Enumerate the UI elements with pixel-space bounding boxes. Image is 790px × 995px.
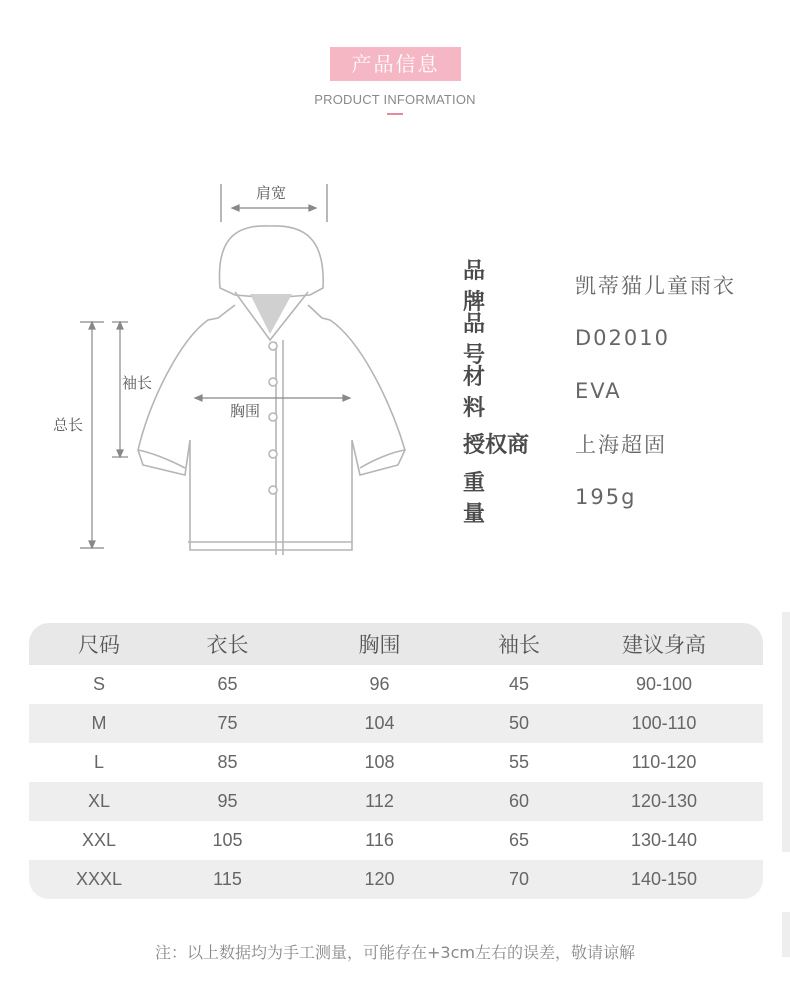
chest-label: 胸围 <box>230 402 261 420</box>
raincoat-diagram <box>40 170 430 570</box>
title-underline <box>387 113 403 115</box>
table-cell: 110-120 <box>631 752 697 772</box>
info-row-licensor <box>463 417 783 470</box>
table-cell: 96 <box>369 674 390 694</box>
table-cell: S <box>92 674 105 694</box>
info-label: 重量 <box>463 470 514 527</box>
size-table <box>29 623 763 899</box>
table-cell: 50 <box>508 713 530 733</box>
table-cell: 108 <box>364 752 395 772</box>
info-value: EVA <box>575 378 622 403</box>
table-row <box>29 860 763 899</box>
table-cell: 120-130 <box>630 791 698 811</box>
table-cell: L <box>93 752 104 772</box>
table-cell: 55 <box>508 752 530 772</box>
table-cell: 130-140 <box>630 830 698 850</box>
table-row <box>29 665 763 704</box>
table-cell: 45 <box>508 674 530 694</box>
table-cell: 100-110 <box>631 713 697 733</box>
table-cell: M <box>91 713 107 733</box>
info-value: 195g <box>575 484 637 509</box>
table-header-cell: 袖长 <box>498 633 540 657</box>
table-cell: 65 <box>508 830 530 850</box>
info-row-item-no <box>463 311 783 368</box>
info-row-brand <box>463 258 783 315</box>
product-info-list <box>463 258 783 527</box>
section-subtitle: PRODUCT INFORMATION <box>314 92 476 107</box>
table-header-cell: 尺码 <box>78 633 120 657</box>
sleeve-label: 袖长 <box>122 374 153 392</box>
total-length-label: 总长 <box>53 416 84 434</box>
table-cell: 75 <box>217 713 238 733</box>
table-cell: 90-100 <box>635 674 693 694</box>
edge-decoration <box>782 612 790 852</box>
table-cell: 65 <box>217 674 238 694</box>
info-label: 授权商 <box>463 433 530 458</box>
info-label: 品牌 <box>463 258 514 315</box>
info-value: 凯蒂猫儿童雨衣 <box>575 273 736 298</box>
info-row-weight <box>463 470 783 527</box>
table-cell: 70 <box>508 869 530 889</box>
table-cell: XXL <box>81 830 117 850</box>
table-header-cell: 衣长 <box>206 633 249 657</box>
table-cell: 105 <box>212 830 243 850</box>
table-cell: XXXL <box>75 869 123 889</box>
edge-decoration <box>782 912 790 957</box>
table-cell: 112 <box>365 791 394 811</box>
table-cell: 116 <box>365 830 394 850</box>
table-cell: 85 <box>217 752 238 772</box>
table-cell: 115 <box>213 869 242 889</box>
info-label: 材料 <box>463 364 514 421</box>
table-row <box>29 704 763 743</box>
table-cell: 140-150 <box>630 869 698 889</box>
table-header-cell: 胸围 <box>358 633 401 657</box>
info-label: 品号 <box>463 311 514 368</box>
table-row <box>29 743 763 782</box>
table-cell: XL <box>87 791 111 811</box>
table-cell: 95 <box>217 791 238 811</box>
info-row-material <box>463 364 783 421</box>
table-cell: 104 <box>364 713 395 733</box>
measurement-note: 注：以上数据均为手工测量，可能存在+3cm左右的误差，敬请谅解 <box>155 943 635 962</box>
table-row <box>29 782 763 821</box>
shoulder-label: 肩宽 <box>256 184 287 202</box>
table-cell: 120 <box>364 869 395 889</box>
table-header-row <box>29 623 763 665</box>
table-row <box>29 821 763 860</box>
info-value: 上海超固 <box>575 432 667 457</box>
info-value: D02010 <box>575 325 670 350</box>
section-title: 产品信息 <box>330 47 461 81</box>
table-header-cell: 建议身高 <box>622 633 706 657</box>
table-cell: 60 <box>508 791 530 811</box>
